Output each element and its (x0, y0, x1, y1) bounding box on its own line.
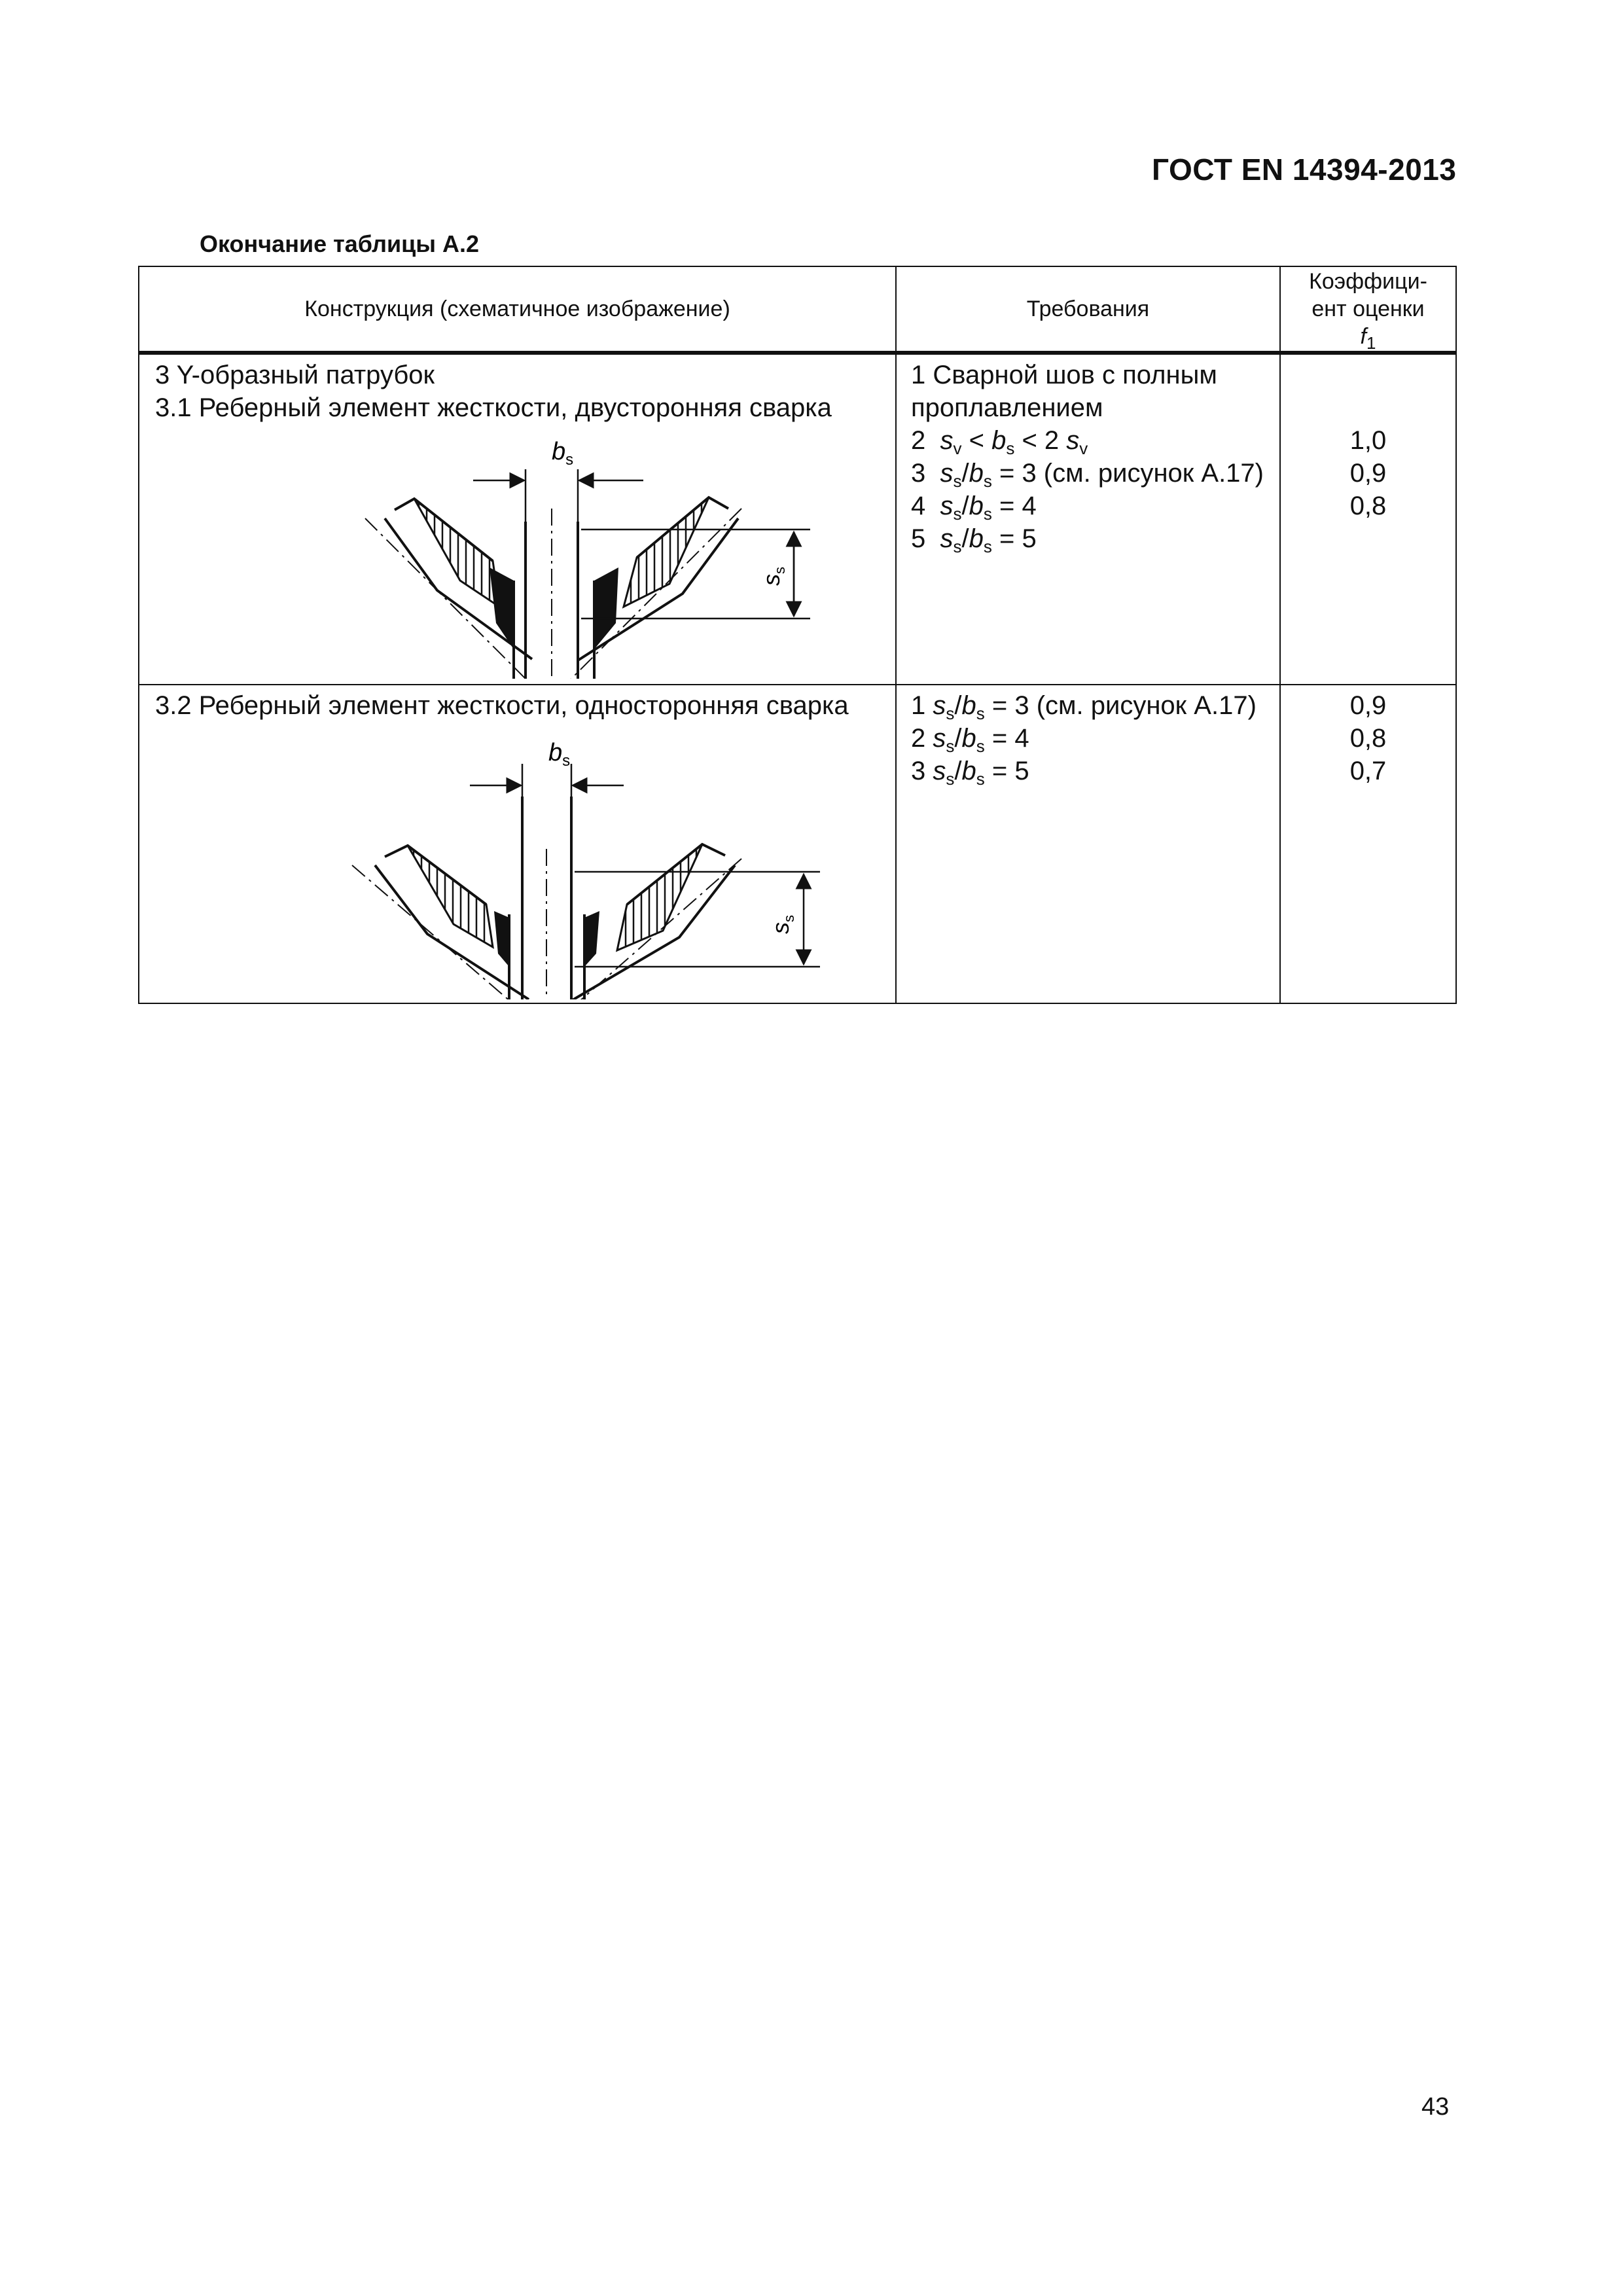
weld-diagram-single-sided (349, 718, 827, 999)
column-header-coefficient (1280, 266, 1456, 353)
factor-value: 0,8 (1349, 723, 1387, 753)
construction-cell (139, 353, 896, 685)
factor-value: 0,7 (1349, 756, 1387, 785)
factor-value: 0,9 (1349, 691, 1387, 720)
requirement-item: 1 $s_s/b_s = 3$ (см. рисунок А.17) (911, 691, 1257, 723)
column-header-construction: Конструкция (схематичное изображение) (139, 266, 896, 353)
construction-line: 3 Y-образный патрубок (155, 361, 435, 389)
requirements-cell (896, 685, 1280, 1004)
coef-symbol-sub: 1 (1366, 333, 1376, 353)
coef-header-line-1: Коэффици- (1309, 269, 1427, 294)
table-caption: Окончание таблицы А.2 (200, 230, 479, 257)
requirement-item: 3 $s_s/b_s = 5$ (911, 756, 1029, 789)
table-row (139, 353, 1456, 685)
construction-line: 3.2 Реберный элемент жесткости, односторонняя сварка (155, 691, 849, 720)
construction-line: 3.1 Реберный элемент жесткости, двусторонняя сварка (155, 393, 832, 422)
coef-header-line-2: ент оценки (1311, 296, 1425, 321)
weld-diagram-double-sided (362, 417, 820, 679)
requirement-item: 4 $s_s/b_s = 4$ (911, 492, 1037, 524)
requirement-item: 2 $s_s/b_s = 4$ (911, 723, 1029, 756)
requirement-item: 5 $s_s/b_s = 5$ (911, 524, 1037, 556)
factor-cell (1280, 685, 1456, 1004)
dimension-label-bs: $b_s$ (552, 438, 574, 469)
requirement-item: 3 $s_s/b_s = 3$ (см. рисунок А.17) (911, 459, 1264, 491)
coef-symbol: f (1360, 324, 1366, 349)
coef-header-symbol (1281, 323, 1455, 353)
page-number: 43 (1421, 2093, 1450, 2121)
document-id: ГОСТ EN 14394-2013 (1152, 152, 1457, 187)
column-header-requirements: Требования (896, 266, 1280, 353)
requirements-table (138, 266, 1457, 1004)
factor-value: 1,0 (1349, 426, 1387, 455)
requirements-cell (896, 353, 1280, 685)
requirement-item-cont: проплавлением (911, 393, 1103, 422)
requirement-item: 1 Сварной шов с полным (911, 361, 1217, 389)
requirement-item: 2 $s_v < b_s < 2$ $s_v$ (911, 426, 1088, 458)
factor-value: 0,8 (1349, 492, 1387, 520)
dimension-label-ss: $s_s$ (767, 914, 797, 934)
factor-cell (1280, 353, 1456, 685)
construction-cell (139, 685, 896, 1004)
factor-value: 0,9 (1349, 459, 1387, 488)
dimension-label-ss: $s_s$ (758, 567, 788, 586)
table-row (139, 685, 1456, 1004)
dimension-label-bs: $b_s$ (548, 738, 571, 770)
table-header-row (139, 266, 1456, 353)
